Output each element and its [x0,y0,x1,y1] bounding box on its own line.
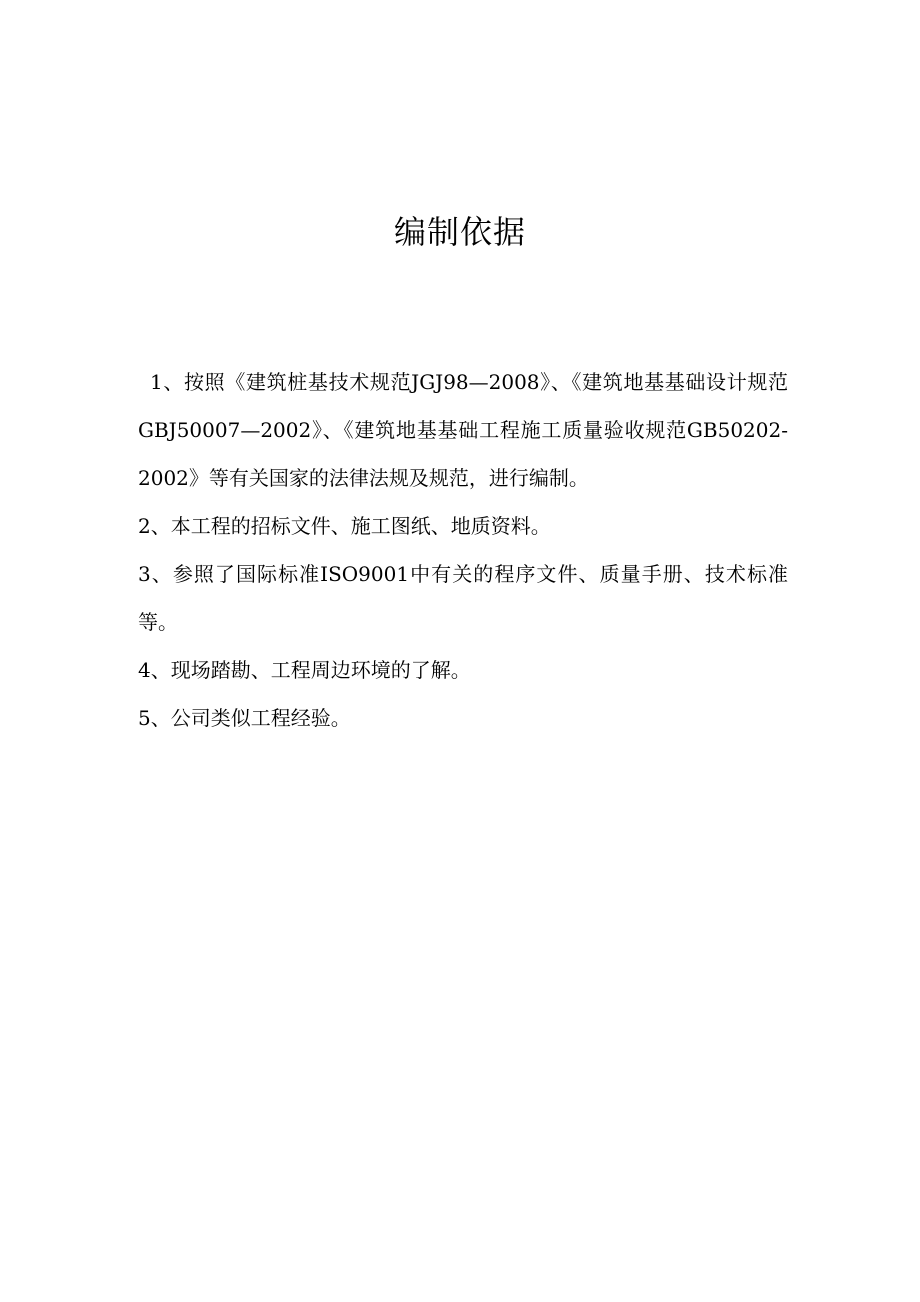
list-item-3: 3、参照了国际标准ISO9001中有关的程序文件、质量手册、技术标准等。 [138,562,788,634]
list-item-5: 5、公司类似工程经验。 [138,706,351,730]
list-item-1: 1、按照《建筑桩基技术规范JGJ98—2008》、《建筑地基基础设计规范 GBJ50007—2002》、《建筑地基基础工程施工质量验收规范GB50202-2002》等有关国家的法律法规及规范，进行编制。 [138,370,788,490]
page-title: 编制依据 [393,213,526,251]
document-body [138,358,788,742]
list-item-2: 2、本工程的招标文件、施工图纸、地质资料。 [138,514,551,538]
list-item-4: 4、现场踏勘、工程周边环境的了解。 [138,658,471,682]
